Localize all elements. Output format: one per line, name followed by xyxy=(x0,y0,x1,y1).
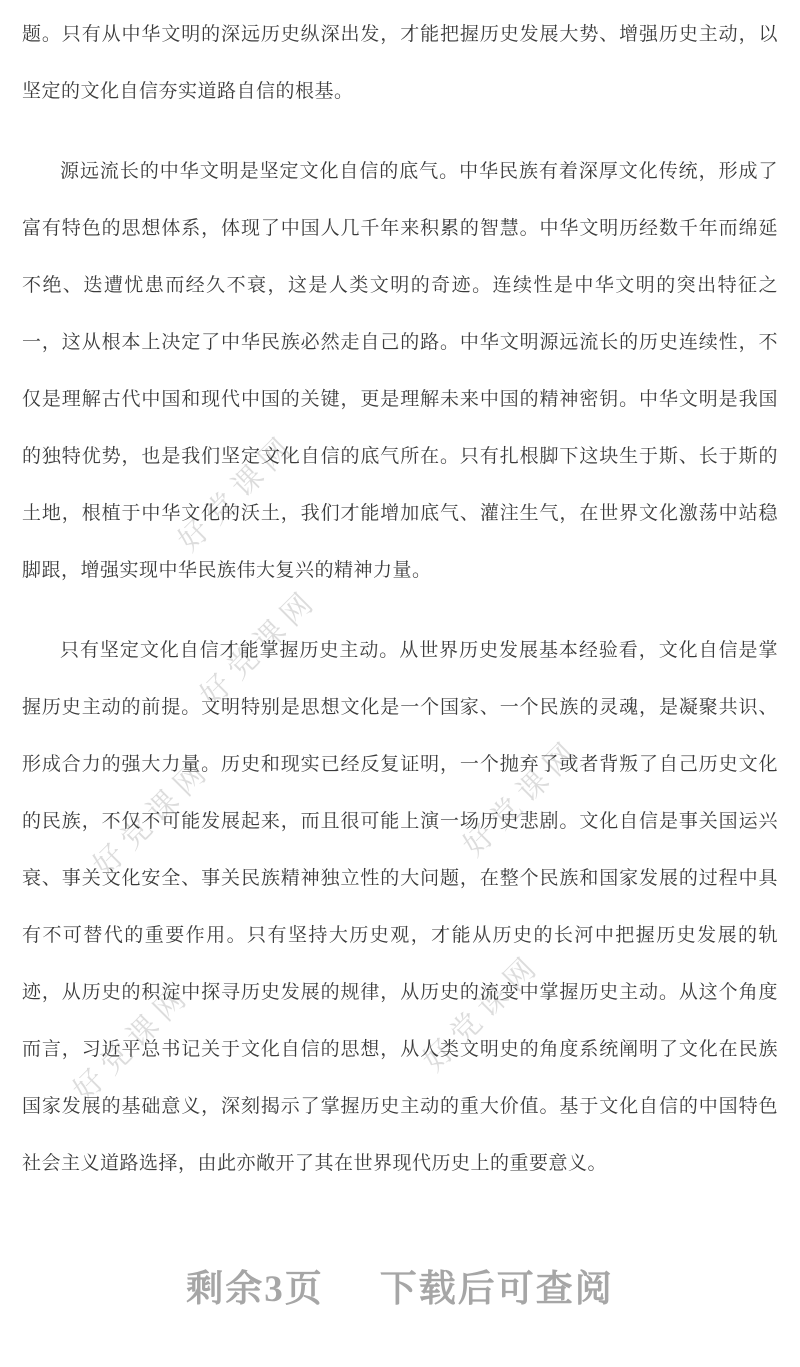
paragraph: 只有坚定文化自信才能掌握历史主动。从世界历史发展基本经验看，文化自信是掌握历史主动的前提。文明特别是思想文化是一个国家、一个民族的灵魂，是凝聚共识、形成合力的强大力量。历史和现实已经反复证明，一个抛弃了或者背叛了自己历史文化的民族，不仅不可能发展起来，而且很可能上演一场历史悲剧。文化自信是事关国运兴衰、事关文化安全、事关民族精神独立性的大问题，在整个民族和国家发展的过程中具有不可替代的重要作用。只有坚持大历史观，才能从历史的长河中把握历史发展的轨迹，从历史的积淀中探寻历史发展的规律，从历史的流变中掌握历史主动。从这个角度而言，习近平总书记关于文化自信的思想，从人类文明史的角度系统阐明了文化在民族国家发展的基础意义，深刻揭示了掌握历史主动的重大价值。基于文化自信的中国特色社会主义道路选择，由此亦敞开了其在世界现代历史上的重要意义。 xyxy=(22,640,778,1174)
site-watermark-text: 好党课网 xyxy=(457,732,588,863)
site-watermark-text: 好党课网 xyxy=(172,427,303,558)
site-watermark-text: 好党课网 xyxy=(87,752,218,883)
pages-remaining-label: 剩余3页 xyxy=(186,1269,324,1310)
paragraph: 题。只有从中华文明的深远历史纵深出发，才能把握历史发展大势、增强历史主动，以坚定的文化自信夯实道路自信的根基。 xyxy=(22,24,778,102)
site-watermark-text: 好党课网 xyxy=(67,977,198,1108)
site-watermark-text: 好党课网 xyxy=(417,947,548,1078)
paragraph: 源远流长的中华文明是坚定文化自信的底气。中华民族有着深厚文化传统，形成了富有特色的思想体系，体现了中国人几千年来积累的智慧。中华文明历经数千年而绵延不绝、迭遭忧患而经久不衰，这是人类文明的奇迹。连续性是中华文明的突出特征之一，这从根本上决定了中华民族必然走自己的路。中华文明源远流长的历史连续性，不仅是理解古代中国和现代中国的关键，更是理解未来中国的精神密钥。中华文明是我国的独特优势，也是我们坚定文化自信的底气所在。只有扎根脚下这块生于斯、长于斯的土地，根植于中华文化的沃土，我们才能增加底气、灌注生气，在世界文化激荡中站稳脚跟，增强实现中华民族伟大复兴的精神力量。 xyxy=(22,161,778,581)
site-watermark-text: 好党课网 xyxy=(194,582,325,713)
preview-limit-banner xyxy=(0,1258,800,1312)
download-hint-label: 下载后可查阅 xyxy=(379,1269,614,1310)
